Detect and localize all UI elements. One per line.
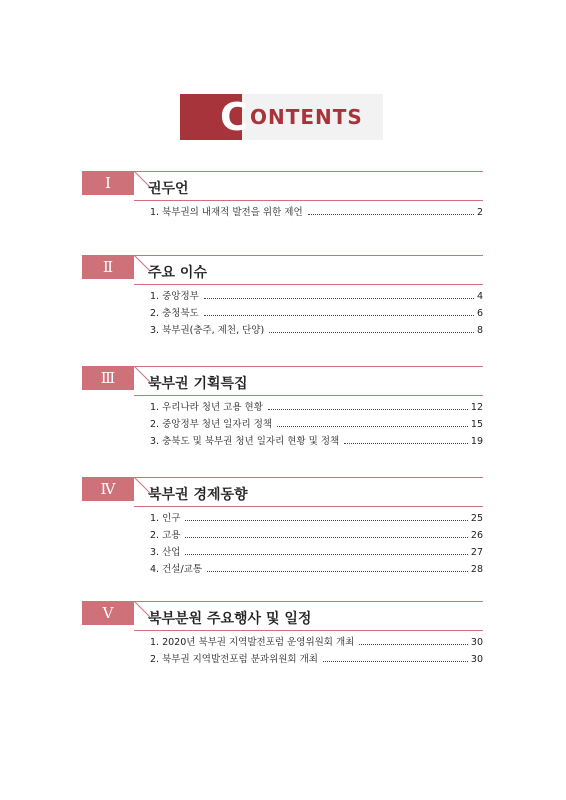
toc-entry-page: 30	[470, 654, 483, 665]
toc-entry-page: 8	[476, 325, 483, 336]
toc-entry-label: 1. 2020년 북부권 지역발전포럼 운영위원회 개최	[150, 637, 355, 648]
toc-entry[interactable]	[150, 288, 483, 305]
section-title: 주요 이슈	[148, 265, 207, 281]
toc-entry-label: 4. 건설/교통	[150, 564, 202, 575]
section-underline	[134, 395, 483, 396]
toc-entry[interactable]	[150, 322, 483, 339]
section-top-rule	[134, 171, 483, 172]
section-number: Ⅳ	[82, 477, 134, 501]
toc-entry-page: 19	[470, 436, 483, 447]
toc-entry-label: 1. 북부권의 내재적 발전을 위한 제언	[150, 207, 303, 218]
toc-entry-label: 3. 북부권(충주, 제천, 단양)	[150, 325, 265, 336]
toc-entry-label: 1. 인구	[150, 513, 181, 524]
section-top-rule	[134, 477, 483, 478]
section-number: Ⅴ	[82, 601, 134, 625]
toc-entry-label: 2. 북부권 지역발전포럼 분과위원회 개최	[150, 654, 318, 665]
toc-leader-dots	[277, 425, 468, 427]
section-title: 북부권 기획특집	[148, 376, 248, 392]
banner-title-rest: ONTENTS	[250, 105, 363, 129]
section-title: 북부분원 주요행사 및 일정	[148, 611, 312, 627]
toc-entry-label: 2. 충청북도	[150, 308, 199, 319]
toc-leader-dots	[308, 213, 474, 215]
toc-entry-page: 26	[470, 530, 483, 541]
toc-entry-label: 2. 중앙정부 청년 일자리 정책	[150, 419, 273, 430]
toc-entry-page: 28	[470, 564, 483, 575]
section-title: 권두언	[148, 181, 189, 197]
section-top-rule	[134, 366, 483, 367]
toc-entry-label: 3. 산업	[150, 547, 181, 558]
toc-entry[interactable]	[150, 527, 483, 544]
section-number: Ⅲ	[82, 366, 134, 390]
section-underline	[134, 284, 483, 285]
toc-entry-page: 25	[470, 513, 483, 524]
toc-leader-dots	[207, 570, 468, 572]
toc-entry[interactable]	[150, 204, 483, 221]
section-top-rule	[134, 601, 483, 602]
toc-leader-dots	[269, 331, 474, 333]
contents-banner	[180, 94, 383, 140]
toc-leader-dots	[185, 519, 467, 521]
toc-entry[interactable]	[150, 634, 483, 651]
toc-entry-page: 12	[470, 402, 483, 413]
toc-entry-label: 2. 고용	[150, 530, 181, 541]
banner-first-letter: C	[220, 95, 248, 139]
toc-entry[interactable]	[150, 416, 483, 433]
toc-leader-dots	[185, 553, 467, 555]
toc-entry[interactable]	[150, 305, 483, 322]
toc-entry-page: 15	[470, 419, 483, 430]
section-underline	[134, 506, 483, 507]
toc-entry-page: 30	[470, 637, 483, 648]
section-underline	[134, 200, 483, 201]
toc-leader-dots	[204, 297, 474, 299]
section-title: 북부권 경제동향	[148, 487, 248, 503]
toc-entry[interactable]	[150, 651, 483, 668]
section-top-rule	[134, 255, 483, 256]
toc-entry-label: 1. 우리나라 청년 고용 현황	[150, 402, 263, 413]
toc-leader-dots	[359, 643, 468, 645]
toc-entry-page: 2	[476, 207, 483, 218]
toc-entry-label: 1. 중앙정부	[150, 291, 199, 302]
toc-leader-dots	[204, 314, 474, 316]
toc-entry[interactable]	[150, 433, 483, 450]
toc-entry[interactable]	[150, 544, 483, 561]
toc-leader-dots	[323, 660, 468, 662]
toc-entry-page: 27	[470, 547, 483, 558]
toc-entry[interactable]	[150, 561, 483, 578]
toc-entry-label: 3. 충북도 및 북부권 청년 일자리 현황 및 정책	[150, 436, 340, 447]
toc-entry[interactable]	[150, 399, 483, 416]
toc-leader-dots	[185, 536, 467, 538]
section-underline	[134, 630, 483, 631]
toc-entry[interactable]	[150, 510, 483, 527]
section-number: Ⅱ	[82, 255, 134, 279]
toc-leader-dots	[344, 442, 468, 444]
toc-entry-page: 6	[476, 308, 483, 319]
section-number: Ⅰ	[82, 171, 134, 195]
toc-leader-dots	[268, 408, 468, 410]
toc-entry-page: 4	[476, 291, 483, 302]
